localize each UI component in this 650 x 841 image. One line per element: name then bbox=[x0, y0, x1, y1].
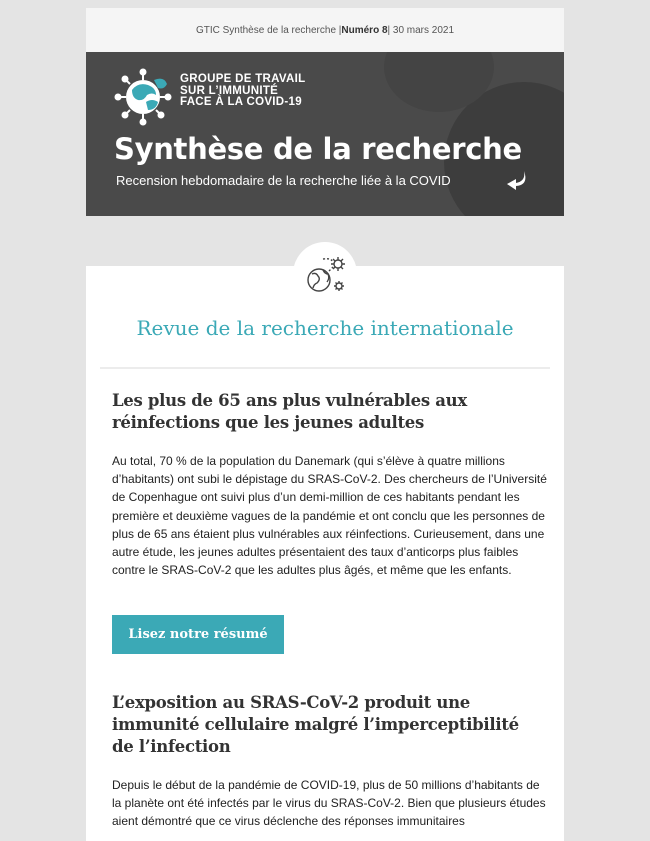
header-prefix: GTIC Synthèse de la recherche | bbox=[195, 24, 342, 36]
article-body: Depuis le début de la pandémie de COVID-19, plus de 50 millions d’habitants de la planète ont été infectés par le virus du SRAS-CoV-2. Bien que plusieurs études aient démontré que ce virus déclenche des réponses immunitaires bbox=[112, 778, 546, 829]
article-title[interactable]: L’exposition au SRAS-CoV-2 produit une immunité cellulaire malgré l’imperceptibilité de l’infection bbox=[112, 693, 519, 756]
virus-logo-icon bbox=[114, 68, 172, 126]
newsletter-header bbox=[86, 8, 564, 52]
hero-banner bbox=[86, 52, 564, 216]
section-title: Revue de la recherche internationale bbox=[136, 316, 514, 340]
curved-arrow-icon bbox=[504, 169, 528, 191]
group-name: GROUPE DE TRAVAIL SUR L’IMMUNITÉ FACE À LA COVID-19 bbox=[180, 73, 306, 108]
article-body: Au total, 70 % de la population du Danemark (qui s’élève à quatre millions d’habitants) ont subi le dépistage du SRAS-CoV-2. Des chercheurs de l’Université de Copenhague ont suivi plus d’un demi-million de ces habitants pendant les première et deuxième vagues de la pandémie et ont conclu que les personnes de plus de 65 ans étaient plus vulnérables aux réinfections. Curieusement, dans une autre étude, les jeunes adultes présentaient des taux d’anticorps plus faibles contre le SRAS-CoV-2 que les adultes plus âgés, et même que les enfants. bbox=[112, 454, 547, 578]
read-summary-button[interactable]: Lisez notre résumé bbox=[112, 615, 284, 654]
issue-number: Numéro 8 bbox=[341, 24, 388, 36]
section-divider bbox=[100, 367, 550, 369]
banner-title: Synthèse de la recherche bbox=[114, 132, 522, 166]
issue-date: | 30 mars 2021 bbox=[387, 24, 455, 36]
globe-virus-icon bbox=[301, 250, 349, 298]
section-badge bbox=[293, 242, 357, 306]
banner-subtitle: Recension hebdomadaire de la recherche liée à la COVID bbox=[116, 173, 451, 188]
article-title[interactable]: Les plus de 65 ans plus vulnérables aux réinfections que les jeunes adultes bbox=[112, 391, 467, 432]
